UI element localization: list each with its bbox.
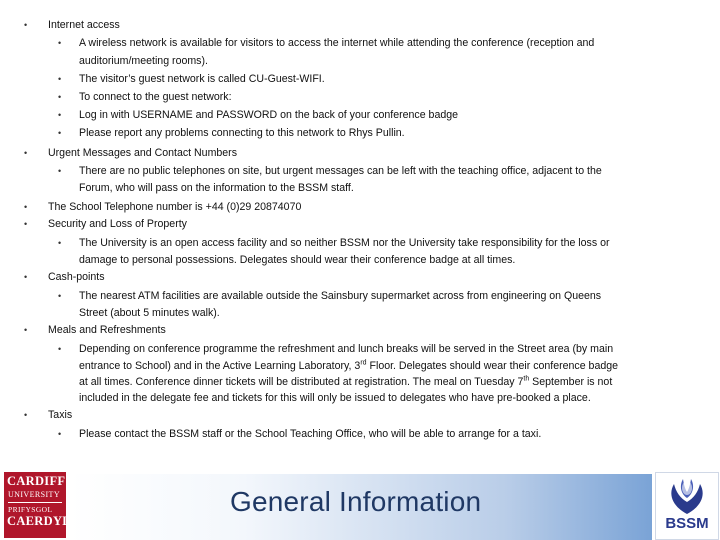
bullet-icon: • xyxy=(58,344,62,354)
item-line: entrance to School) and in the Active Learning Laboratory, 3rd Floor. Delegates should wear their conference badge xyxy=(79,359,619,372)
bullet-icon: • xyxy=(58,92,62,102)
bullet-icon: • xyxy=(24,325,28,335)
item-line: Log in with USERNAME and PASSWORD on the back of your conference badge xyxy=(79,109,459,121)
item-line: The visitor’s guest network is called CU-Guest-WIFI. xyxy=(79,73,325,85)
logo-text: UNIVERSITY xyxy=(8,490,60,499)
section-title: Security and Loss of Property xyxy=(48,218,187,230)
bullet-icon: • xyxy=(58,291,62,301)
item-line: The University is an open access facility and so neither BSSM nor the University take responsibility for the loss or xyxy=(79,237,610,249)
item-line: auditorium/meeting rooms). xyxy=(79,55,208,67)
page-title: General Information xyxy=(230,486,482,517)
bullet-icon: • xyxy=(58,74,62,84)
item-line: included in the delegate fee and tickets for this will only be issued to delegates who have pre-booked a place. xyxy=(79,392,591,404)
item-line: Please report any problems connecting to this network to Rhys Pullin. xyxy=(79,127,405,139)
item-line: damage to personal possessions. Delegates should wear their conference badge at all times. xyxy=(79,254,516,266)
item-line: To connect to the guest network: xyxy=(79,91,232,103)
section-title: Cash-points xyxy=(48,271,105,283)
section-title: Urgent Messages and Contact Numbers xyxy=(48,147,238,159)
section-title: Meals and Refreshments xyxy=(48,324,166,336)
bssm-emblem-icon xyxy=(664,476,710,516)
item-line: Please contact the BSSM staff or the School Teaching Office, who will be able to arrange for a taxi. xyxy=(79,428,542,440)
bullet-icon: • xyxy=(24,20,28,30)
bssm-logo xyxy=(655,472,719,540)
item-line: A wireless network is available for visitors to access the internet while attending the conference (reception and xyxy=(79,37,595,49)
logo-text: CARDIFF xyxy=(7,474,66,488)
logo-text: PRIFYSGOL xyxy=(8,505,53,514)
item-line: Street (about 5 minutes walk). xyxy=(79,307,220,319)
bullet-icon: • xyxy=(58,128,62,138)
section-title: Taxis xyxy=(48,409,73,421)
bullet-icon: • xyxy=(58,429,62,439)
logo-divider xyxy=(8,502,62,503)
bullet-icon: • xyxy=(58,166,62,176)
slide-footer xyxy=(0,472,720,540)
bullet-icon: • xyxy=(58,238,62,248)
item-line: The nearest ATM facilities are available outside the Sainsbury supermarket across from engineering on Queens xyxy=(79,290,602,302)
bullet-icon: • xyxy=(24,272,28,282)
logo-text: CAERDYD xyxy=(7,514,72,528)
logo-text: BSSM xyxy=(665,515,709,532)
item-line: Depending on conference programme the refreshment and lunch breaks will be served in the Street area (by main xyxy=(79,343,614,355)
bullet-icon: • xyxy=(58,110,62,120)
bullet-icon: • xyxy=(24,410,28,420)
cardiff-university-logo xyxy=(4,472,72,538)
section-title: The School Telephone number is +44 (0)29 20874070 xyxy=(48,201,302,213)
bullet-icon: • xyxy=(24,148,28,158)
item-line: There are no public telephones on site, but urgent messages can be left with the teaching office, adjacent to the xyxy=(79,165,602,177)
bullet-icon: • xyxy=(24,219,28,229)
item-line: Forum, who will pass on the information to the BSSM staff. xyxy=(79,182,354,194)
bullet-icon: • xyxy=(58,38,62,48)
section-title: Internet access xyxy=(48,19,120,31)
item-line: at all times. Conference dinner tickets will be distributed at registration. The meal on Tuesday 7th September is not xyxy=(79,375,613,388)
bullet-icon: • xyxy=(24,202,28,212)
